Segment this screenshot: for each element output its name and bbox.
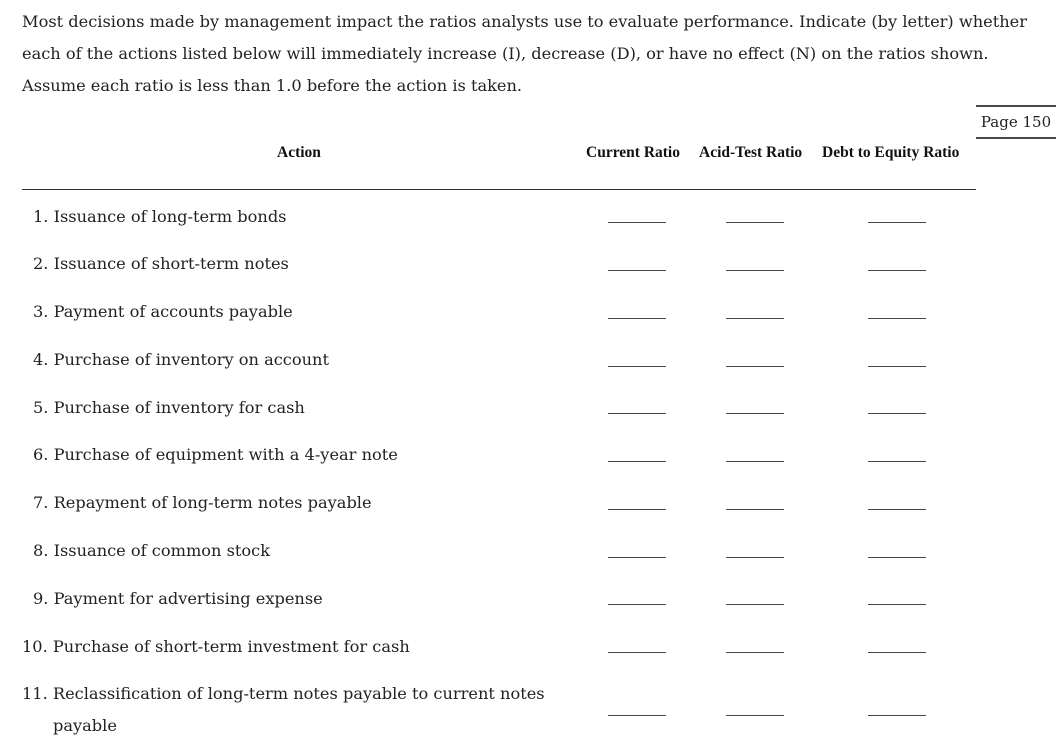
action-text: Issuance of long-term bonds xyxy=(53,207,287,226)
row-number: 6. xyxy=(33,445,49,464)
acid-test-ratio-blank[interactable] xyxy=(726,461,784,462)
action-cell xyxy=(33,583,323,615)
debt-to-equity-ratio-blank[interactable] xyxy=(868,270,926,271)
acid-test-ratio-blank[interactable] xyxy=(726,715,784,716)
current-ratio-blank[interactable] xyxy=(608,366,666,367)
debt-to-equity-ratio-blank[interactable] xyxy=(868,557,926,558)
action-cell xyxy=(33,535,270,567)
action-cell xyxy=(22,631,410,663)
action-cell xyxy=(33,344,329,376)
action-text: Payment of accounts payable xyxy=(53,302,293,321)
acid-test-ratio-blank[interactable] xyxy=(726,557,784,558)
action-cell xyxy=(33,392,305,424)
instructions-paragraph: Most decisions made by management impact the ratios analysts use to evaluate performance. Indicate (by letter) whether each of the actions listed below will immediately increase (I), decrease (D), or have no effect (N) on the ratios shown. Assume each ratio is less than 1.0 before the action is taken. xyxy=(22,12,1027,95)
current-ratio-blank[interactable] xyxy=(608,270,666,271)
action-text: Payment for advertising expense xyxy=(53,589,323,608)
action-cell xyxy=(33,248,289,280)
acid-test-ratio-blank[interactable] xyxy=(726,652,784,653)
action-text: Purchase of inventory on account xyxy=(53,350,329,369)
row-number: 7. xyxy=(33,493,49,512)
acid-test-ratio-blank[interactable] xyxy=(726,413,784,414)
action-cell xyxy=(33,487,372,519)
action-text: Issuance of common stock xyxy=(53,541,271,560)
column-header-acid-test-ratio: Acid-Test Ratio xyxy=(699,144,803,161)
action-text: Issuance of short-term notes xyxy=(53,254,289,273)
header-divider xyxy=(22,189,976,190)
acid-test-ratio-blank[interactable] xyxy=(726,604,784,605)
action-text-continued: payable xyxy=(53,716,117,735)
row-number: 5. xyxy=(33,398,49,417)
row-number: 1. xyxy=(33,207,49,226)
debt-to-equity-ratio-blank[interactable] xyxy=(868,413,926,414)
debt-to-equity-ratio-blank[interactable] xyxy=(868,652,926,653)
action-text: Purchase of inventory for cash xyxy=(53,398,305,417)
row-number: 3. xyxy=(33,302,49,321)
action-cell xyxy=(33,201,287,233)
acid-test-ratio-blank[interactable] xyxy=(726,222,784,223)
debt-to-equity-ratio-blank[interactable] xyxy=(868,604,926,605)
current-ratio-blank[interactable] xyxy=(608,509,666,510)
row-number: 10. xyxy=(22,637,48,656)
debt-to-equity-ratio-blank[interactable] xyxy=(868,509,926,510)
row-number: 8. xyxy=(33,541,49,560)
acid-test-ratio-blank[interactable] xyxy=(726,366,784,367)
current-ratio-blank[interactable] xyxy=(608,652,666,653)
column-header-debt-to-equity-ratio: Debt to Equity Ratio xyxy=(822,144,960,161)
page-marker: Page 150 xyxy=(976,105,1056,139)
current-ratio-blank[interactable] xyxy=(608,413,666,414)
debt-to-equity-ratio-blank[interactable] xyxy=(868,222,926,223)
current-ratio-blank[interactable] xyxy=(608,604,666,605)
current-ratio-blank[interactable] xyxy=(608,318,666,319)
action-text: Reclassification of long-term notes payable to current notes xyxy=(52,684,545,703)
row-number: 4. xyxy=(33,350,49,369)
action-cell xyxy=(33,296,293,328)
row-number: 11. xyxy=(22,684,48,703)
debt-to-equity-ratio-blank[interactable] xyxy=(868,461,926,462)
current-ratio-blank[interactable] xyxy=(608,222,666,223)
row-number: 9. xyxy=(33,589,49,608)
action-text: Purchase of short-term investment for cash xyxy=(52,637,410,656)
action-text: Purchase of equipment with a 4-year note xyxy=(53,445,398,464)
acid-test-ratio-blank[interactable] xyxy=(726,318,784,319)
action-text: Repayment of long-term notes payable xyxy=(53,493,372,512)
debt-to-equity-ratio-blank[interactable] xyxy=(868,715,926,716)
current-ratio-blank[interactable] xyxy=(608,461,666,462)
debt-to-equity-ratio-blank[interactable] xyxy=(868,366,926,367)
column-header-current-ratio: Current Ratio xyxy=(586,144,680,161)
action-cell xyxy=(22,678,545,710)
debt-to-equity-ratio-blank[interactable] xyxy=(868,318,926,319)
acid-test-ratio-blank[interactable] xyxy=(726,509,784,510)
row-number: 2. xyxy=(33,254,49,273)
column-header-action: Action xyxy=(277,144,321,161)
acid-test-ratio-blank[interactable] xyxy=(726,270,784,271)
current-ratio-blank[interactable] xyxy=(608,557,666,558)
current-ratio-blank[interactable] xyxy=(608,715,666,716)
action-cell xyxy=(33,439,398,471)
